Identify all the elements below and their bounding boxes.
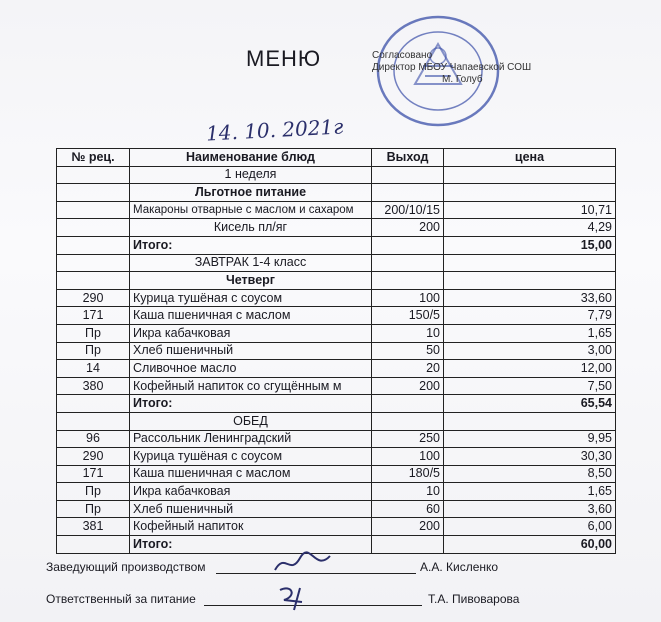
- handwritten-date: 14. 10. 2021г: [205, 114, 344, 146]
- table-cell: Каша пшеничная с маслом: [130, 307, 372, 325]
- table-cell: Пр: [57, 483, 130, 501]
- table-cell: [444, 272, 616, 290]
- table-cell: Сливочное масло: [130, 360, 372, 378]
- table-cell: 100: [372, 289, 444, 307]
- table-row: [57, 377, 616, 395]
- table-row: [57, 307, 616, 325]
- table-row: [57, 430, 616, 448]
- table-cell: Рассольник Ленинградский: [130, 430, 372, 448]
- total-label: Итого:: [130, 536, 372, 554]
- approval-block: [372, 50, 531, 86]
- table-row: [57, 289, 616, 307]
- approval-name: М. Голуб: [442, 74, 483, 85]
- table-cell: 100: [372, 448, 444, 466]
- table-cell: [444, 166, 616, 184]
- table-cell: 3,00: [444, 342, 616, 360]
- table-cell: 171: [57, 465, 130, 483]
- section-row: [57, 412, 616, 430]
- section-row: [57, 254, 616, 272]
- table-cell: Пр: [57, 342, 130, 360]
- table-row: [57, 518, 616, 536]
- table-row: [57, 483, 616, 501]
- table-cell: [57, 236, 130, 254]
- menu-title: МЕНЮ: [246, 46, 322, 71]
- table-cell: 10: [372, 324, 444, 342]
- table-cell: [57, 219, 130, 237]
- table-cell: 8,50: [444, 465, 616, 483]
- table-cell: [372, 412, 444, 430]
- day-label: Четверг: [130, 272, 372, 290]
- table-cell: Пр: [57, 500, 130, 518]
- production-manager-name: А.А. Кисленко: [420, 560, 499, 574]
- table-cell: Хлеб пшеничный: [130, 500, 372, 518]
- table-cell: [372, 254, 444, 272]
- table-cell: Хлеб пшеничный: [130, 342, 372, 360]
- table-cell: [57, 254, 130, 272]
- table-cell: 14: [57, 360, 130, 378]
- table-row: [57, 448, 616, 466]
- table-cell: [372, 395, 444, 413]
- table-cell: [57, 201, 130, 219]
- table-cell: [57, 272, 130, 290]
- table-cell: 20: [372, 360, 444, 378]
- table-cell: Курица тушёная с соусом: [130, 289, 372, 307]
- table-row: [57, 465, 616, 483]
- table-cell: 60: [372, 500, 444, 518]
- table-cell: 200/10/15: [372, 201, 444, 219]
- total-row: [57, 395, 616, 413]
- table-cell: [57, 412, 130, 430]
- table-cell: Икра кабачковая: [130, 324, 372, 342]
- menu-table: [56, 148, 616, 554]
- table-cell: 180/5: [372, 465, 444, 483]
- table-header-row: [57, 149, 616, 167]
- table-cell: [444, 412, 616, 430]
- table-cell: 4,29: [444, 219, 616, 237]
- table-cell: 200: [372, 518, 444, 536]
- table-cell: Пр: [57, 324, 130, 342]
- total-value: 60,00: [444, 536, 616, 554]
- table-cell: [372, 166, 444, 184]
- table-cell: [444, 184, 616, 202]
- table-cell: 1,65: [444, 324, 616, 342]
- table-cell: [372, 184, 444, 202]
- table-cell: Кофейный напиток со сгущённым м: [130, 377, 372, 395]
- handwritten-signature: [270, 550, 340, 578]
- nutrition-officer-name: Т.А. Пивоварова: [428, 592, 520, 606]
- section-row: [57, 184, 616, 202]
- handwritten-signature: [272, 582, 322, 612]
- table-row: [57, 500, 616, 518]
- table-cell: Каша пшеничная с маслом: [130, 465, 372, 483]
- section-label-breakfast: ЗАВТРАК 1-4 класс: [130, 254, 372, 272]
- table-cell: 290: [57, 289, 130, 307]
- table-cell: 7,79: [444, 307, 616, 325]
- table-cell: 12,00: [444, 360, 616, 378]
- table-cell: Макароны отварные с маслом и сахаром: [130, 201, 372, 219]
- nutrition-officer-label: Ответственный за питание: [46, 592, 196, 606]
- table-cell: 200: [372, 219, 444, 237]
- table-cell: 96: [57, 430, 130, 448]
- column-header-recipe: № рец.: [57, 149, 130, 167]
- total-value: 65,54: [444, 395, 616, 413]
- table-cell: 171: [57, 307, 130, 325]
- approval-label: Согласовано: [372, 50, 433, 61]
- table-cell: 3,60: [444, 500, 616, 518]
- table-cell: 381: [57, 518, 130, 536]
- table-cell: Кофейный напиток: [130, 518, 372, 536]
- table-cell: [57, 395, 130, 413]
- table-cell: 200: [372, 377, 444, 395]
- column-header-price: цена: [444, 149, 616, 167]
- week-label: 1 неделя: [130, 166, 372, 184]
- table-cell: 9,95: [444, 430, 616, 448]
- table-cell: [444, 254, 616, 272]
- table-cell: 150/5: [372, 307, 444, 325]
- production-manager-label: Заведующий производством: [46, 560, 206, 574]
- table-cell: 290: [57, 448, 130, 466]
- table-cell: [372, 272, 444, 290]
- table-cell: Икра кабачковая: [130, 483, 372, 501]
- section-label-subsidized: Льготное питание: [130, 184, 372, 202]
- approval-director: Директор МБОУ Чапаевской СОШ: [372, 62, 532, 73]
- table-cell: 10,71: [444, 201, 616, 219]
- total-value: 15,00: [444, 236, 616, 254]
- table-cell: Кисель пл/яг: [130, 219, 372, 237]
- total-label: Итого:: [130, 236, 372, 254]
- total-label: Итого:: [130, 395, 372, 413]
- table-cell: 33,60: [444, 289, 616, 307]
- column-header-output: Выход: [372, 149, 444, 167]
- table-cell: [57, 184, 130, 202]
- table-cell: 380: [57, 377, 130, 395]
- table-row: [57, 342, 616, 360]
- table-cell: 6,00: [444, 518, 616, 536]
- table-cell: 50: [372, 342, 444, 360]
- table-cell: [57, 166, 130, 184]
- table-row: [57, 219, 616, 237]
- table-row: [57, 324, 616, 342]
- column-header-dish: Наименование блюд: [130, 149, 372, 167]
- total-row: [57, 236, 616, 254]
- table-cell: 1,65: [444, 483, 616, 501]
- table-cell: Курица тушёная с соусом: [130, 448, 372, 466]
- table-cell: [57, 536, 130, 554]
- table-cell: 10: [372, 483, 444, 501]
- section-row: [57, 272, 616, 290]
- section-label-lunch: ОБЕД: [130, 412, 372, 430]
- table-cell: 30,30: [444, 448, 616, 466]
- table-cell: 250: [372, 430, 444, 448]
- week-row: [57, 166, 616, 184]
- table-row: [57, 360, 616, 378]
- table-row: [57, 201, 616, 219]
- table-cell: 7,50: [444, 377, 616, 395]
- table-cell: [372, 536, 444, 554]
- table-cell: [372, 236, 444, 254]
